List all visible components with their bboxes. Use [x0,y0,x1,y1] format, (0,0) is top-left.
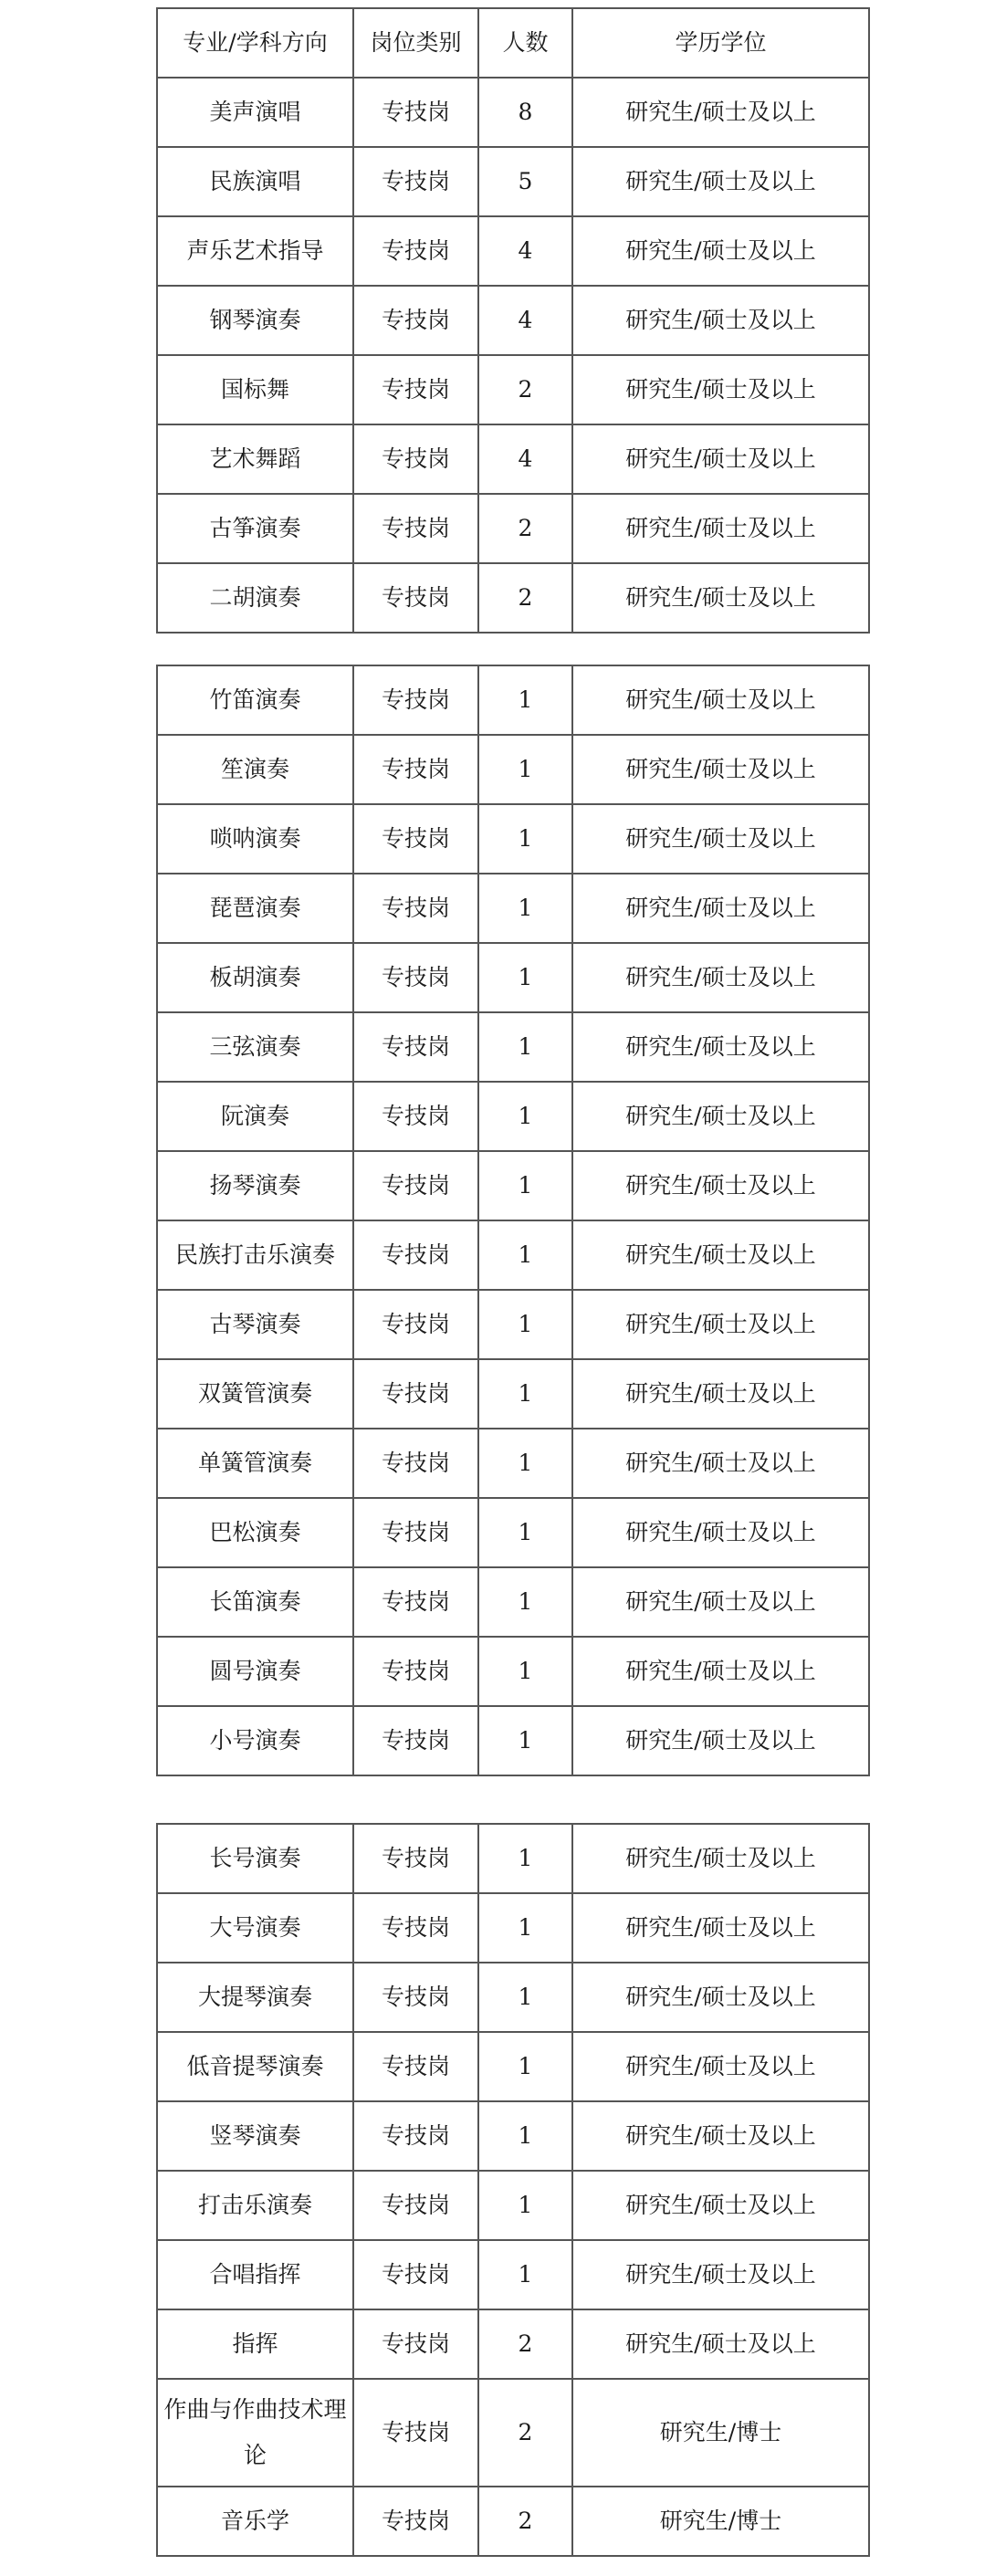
cell-count: 4 [478,216,572,286]
cell-degree: 研究生/硕士及以上 [572,286,869,355]
cell-category: 专技岗 [353,2487,478,2556]
table-row [157,1220,869,1290]
cell-count: 1 [478,1706,572,1775]
cell-major: 二胡演奏 [157,563,353,633]
table-row [157,1359,869,1429]
table-row [157,943,869,1012]
cell-category: 专技岗 [353,1151,478,1220]
cell-major: 作曲与作曲技术理论 [157,2379,353,2487]
cell-degree: 研究生/硕士及以上 [572,424,869,494]
table-row [157,2032,869,2101]
cell-category: 专技岗 [353,424,478,494]
cell-category: 专技岗 [353,1893,478,1963]
cell-major: 扬琴演奏 [157,1151,353,1220]
cell-count: 5 [478,147,572,216]
cell-degree: 研究生/硕士及以上 [572,2032,869,2101]
cell-major: 声乐艺术指导 [157,216,353,286]
cell-major: 阮演奏 [157,1082,353,1151]
cell-category: 专技岗 [353,1012,478,1082]
cell-category: 专技岗 [353,1359,478,1429]
cell-major: 低音提琴演奏 [157,2032,353,2101]
cell-count: 1 [478,1359,572,1429]
cell-count: 2 [478,494,572,563]
positions-table-part-2 [156,665,870,1776]
cell-degree: 研究生/硕士及以上 [572,1498,869,1567]
cell-degree: 研究生/硕士及以上 [572,735,869,804]
cell-count: 1 [478,1082,572,1151]
cell-degree: 研究生/硕士及以上 [572,494,869,563]
cell-category: 专技岗 [353,494,478,563]
table-row [157,2101,869,2171]
cell-major: 琵琶演奏 [157,874,353,943]
cell-major: 古筝演奏 [157,494,353,563]
header-count: 人数 [478,8,572,78]
cell-degree: 研究生/博士 [572,2487,869,2556]
cell-category: 专技岗 [353,1706,478,1775]
cell-degree: 研究生/硕士及以上 [572,147,869,216]
table-row [157,78,869,147]
cell-major: 竖琴演奏 [157,2101,353,2171]
table-row [157,1637,869,1706]
cell-count: 1 [478,943,572,1012]
cell-degree: 研究生/硕士及以上 [572,1824,869,1893]
cell-major: 合唱指挥 [157,2240,353,2309]
cell-category: 专技岗 [353,78,478,147]
cell-count: 4 [478,286,572,355]
cell-count: 1 [478,1637,572,1706]
cell-count: 1 [478,2032,572,2101]
cell-category: 专技岗 [353,2101,478,2171]
cell-category: 专技岗 [353,2379,478,2487]
cell-major: 指挥 [157,2309,353,2379]
cell-degree: 研究生/硕士及以上 [572,665,869,735]
table-row [157,286,869,355]
cell-count: 1 [478,874,572,943]
cell-category: 专技岗 [353,2240,478,2309]
cell-count: 1 [478,1824,572,1893]
cell-count: 8 [478,78,572,147]
cell-category: 专技岗 [353,874,478,943]
cell-degree: 研究生/硕士及以上 [572,1151,869,1220]
table-row [157,1290,869,1359]
table-row [157,355,869,424]
cell-count: 1 [478,1567,572,1637]
table-row [157,665,869,735]
cell-degree: 研究生/硕士及以上 [572,874,869,943]
table-row [157,1963,869,2032]
header-major: 专业/学科方向 [157,8,353,78]
cell-count: 1 [478,1290,572,1359]
cell-major: 双簧管演奏 [157,1359,353,1429]
cell-major: 钢琴演奏 [157,286,353,355]
cell-count: 1 [478,2101,572,2171]
table-body-part-3 [157,1824,869,2556]
table-row [157,804,869,874]
table-row [157,2240,869,2309]
cell-degree: 研究生/硕士及以上 [572,78,869,147]
cell-major: 小号演奏 [157,1706,353,1775]
cell-degree: 研究生/硕士及以上 [572,1893,869,1963]
cell-category: 专技岗 [353,2032,478,2101]
positions-table-part-3 [156,1823,870,2557]
cell-major: 笙演奏 [157,735,353,804]
cell-count: 2 [478,563,572,633]
cell-category: 专技岗 [353,804,478,874]
cell-degree: 研究生/硕士及以上 [572,2309,869,2379]
cell-major: 音乐学 [157,2487,353,2556]
cell-count: 2 [478,2309,572,2379]
cell-major: 单簧管演奏 [157,1429,353,1498]
cell-category: 专技岗 [353,1824,478,1893]
cell-category: 专技岗 [353,1290,478,1359]
cell-category: 专技岗 [353,563,478,633]
cell-degree: 研究生/硕士及以上 [572,216,869,286]
cell-count: 1 [478,1429,572,1498]
cell-category: 专技岗 [353,1429,478,1498]
cell-category: 专技岗 [353,735,478,804]
cell-count: 4 [478,424,572,494]
cell-major: 大提琴演奏 [157,1963,353,2032]
table-row [157,735,869,804]
cell-degree: 研究生/硕士及以上 [572,2171,869,2240]
cell-degree: 研究生/硕士及以上 [572,1012,869,1082]
table-row [157,874,869,943]
table-row [157,1567,869,1637]
cell-major: 竹笛演奏 [157,665,353,735]
cell-category: 专技岗 [353,147,478,216]
cell-category: 专技岗 [353,1082,478,1151]
cell-count: 1 [478,1151,572,1220]
cell-degree: 研究生/硕士及以上 [572,1706,869,1775]
cell-count: 1 [478,1012,572,1082]
cell-count: 2 [478,2487,572,2556]
table-row [157,2379,869,2487]
cell-major: 大号演奏 [157,1893,353,1963]
cell-category: 专技岗 [353,1220,478,1290]
cell-major: 艺术舞蹈 [157,424,353,494]
table-body-part-2 [157,665,869,1775]
cell-count: 2 [478,2379,572,2487]
cell-category: 专技岗 [353,355,478,424]
cell-degree: 研究生/硕士及以上 [572,1963,869,2032]
cell-degree: 研究生/硕士及以上 [572,943,869,1012]
cell-major: 打击乐演奏 [157,2171,353,2240]
cell-count: 1 [478,1893,572,1963]
table-row [157,216,869,286]
cell-degree: 研究生/硕士及以上 [572,355,869,424]
cell-major: 民族演唱 [157,147,353,216]
cell-degree: 研究生/硕士及以上 [572,1429,869,1498]
cell-category: 专技岗 [353,1963,478,2032]
cell-count: 1 [478,2171,572,2240]
cell-category: 专技岗 [353,2171,478,2240]
cell-category: 专技岗 [353,665,478,735]
table-row [157,1824,869,1893]
table-row [157,1012,869,1082]
cell-degree: 研究生/硕士及以上 [572,563,869,633]
cell-degree: 研究生/博士 [572,2379,869,2487]
cell-major: 国标舞 [157,355,353,424]
cell-category: 专技岗 [353,1498,478,1567]
table-row [157,1893,869,1963]
cell-category: 专技岗 [353,1637,478,1706]
table-row [157,494,869,563]
cell-count: 1 [478,2240,572,2309]
cell-count: 1 [478,1220,572,1290]
cell-count: 1 [478,1498,572,1567]
cell-major: 民族打击乐演奏 [157,1220,353,1290]
cell-count: 1 [478,1963,572,2032]
table-row [157,1498,869,1567]
cell-count: 1 [478,665,572,735]
cell-major: 巴松演奏 [157,1498,353,1567]
cell-degree: 研究生/硕士及以上 [572,1082,869,1151]
cell-major: 三弦演奏 [157,1012,353,1082]
cell-degree: 研究生/硕士及以上 [572,1359,869,1429]
table-header-row [157,8,869,78]
cell-category: 专技岗 [353,2309,478,2379]
cell-count: 1 [478,804,572,874]
cell-category: 专技岗 [353,943,478,1012]
cell-category: 专技岗 [353,286,478,355]
table-row [157,147,869,216]
table-row [157,2171,869,2240]
header-category: 岗位类别 [353,8,478,78]
cell-count: 2 [478,355,572,424]
cell-major: 唢呐演奏 [157,804,353,874]
table-row [157,424,869,494]
cell-major: 板胡演奏 [157,943,353,1012]
cell-major: 古琴演奏 [157,1290,353,1359]
table-body-part-1 [157,8,869,633]
cell-degree: 研究生/硕士及以上 [572,1637,869,1706]
header-degree: 学历学位 [572,8,869,78]
cell-degree: 研究生/硕士及以上 [572,1567,869,1637]
table-row [157,1151,869,1220]
table-row [157,1429,869,1498]
cell-major: 美声演唱 [157,78,353,147]
table-row [157,2487,869,2556]
cell-degree: 研究生/硕士及以上 [572,804,869,874]
cell-degree: 研究生/硕士及以上 [572,1220,869,1290]
cell-category: 专技岗 [353,216,478,286]
cell-major: 长号演奏 [157,1824,353,1893]
cell-category: 专技岗 [353,1567,478,1637]
table-row [157,2309,869,2379]
positions-table-part-1 [156,7,870,634]
cell-major: 长笛演奏 [157,1567,353,1637]
cell-count: 1 [478,735,572,804]
cell-degree: 研究生/硕士及以上 [572,2240,869,2309]
table-row [157,1706,869,1775]
table-row [157,563,869,633]
cell-major: 圆号演奏 [157,1637,353,1706]
cell-degree: 研究生/硕士及以上 [572,1290,869,1359]
cell-degree: 研究生/硕士及以上 [572,2101,869,2171]
table-row [157,1082,869,1151]
